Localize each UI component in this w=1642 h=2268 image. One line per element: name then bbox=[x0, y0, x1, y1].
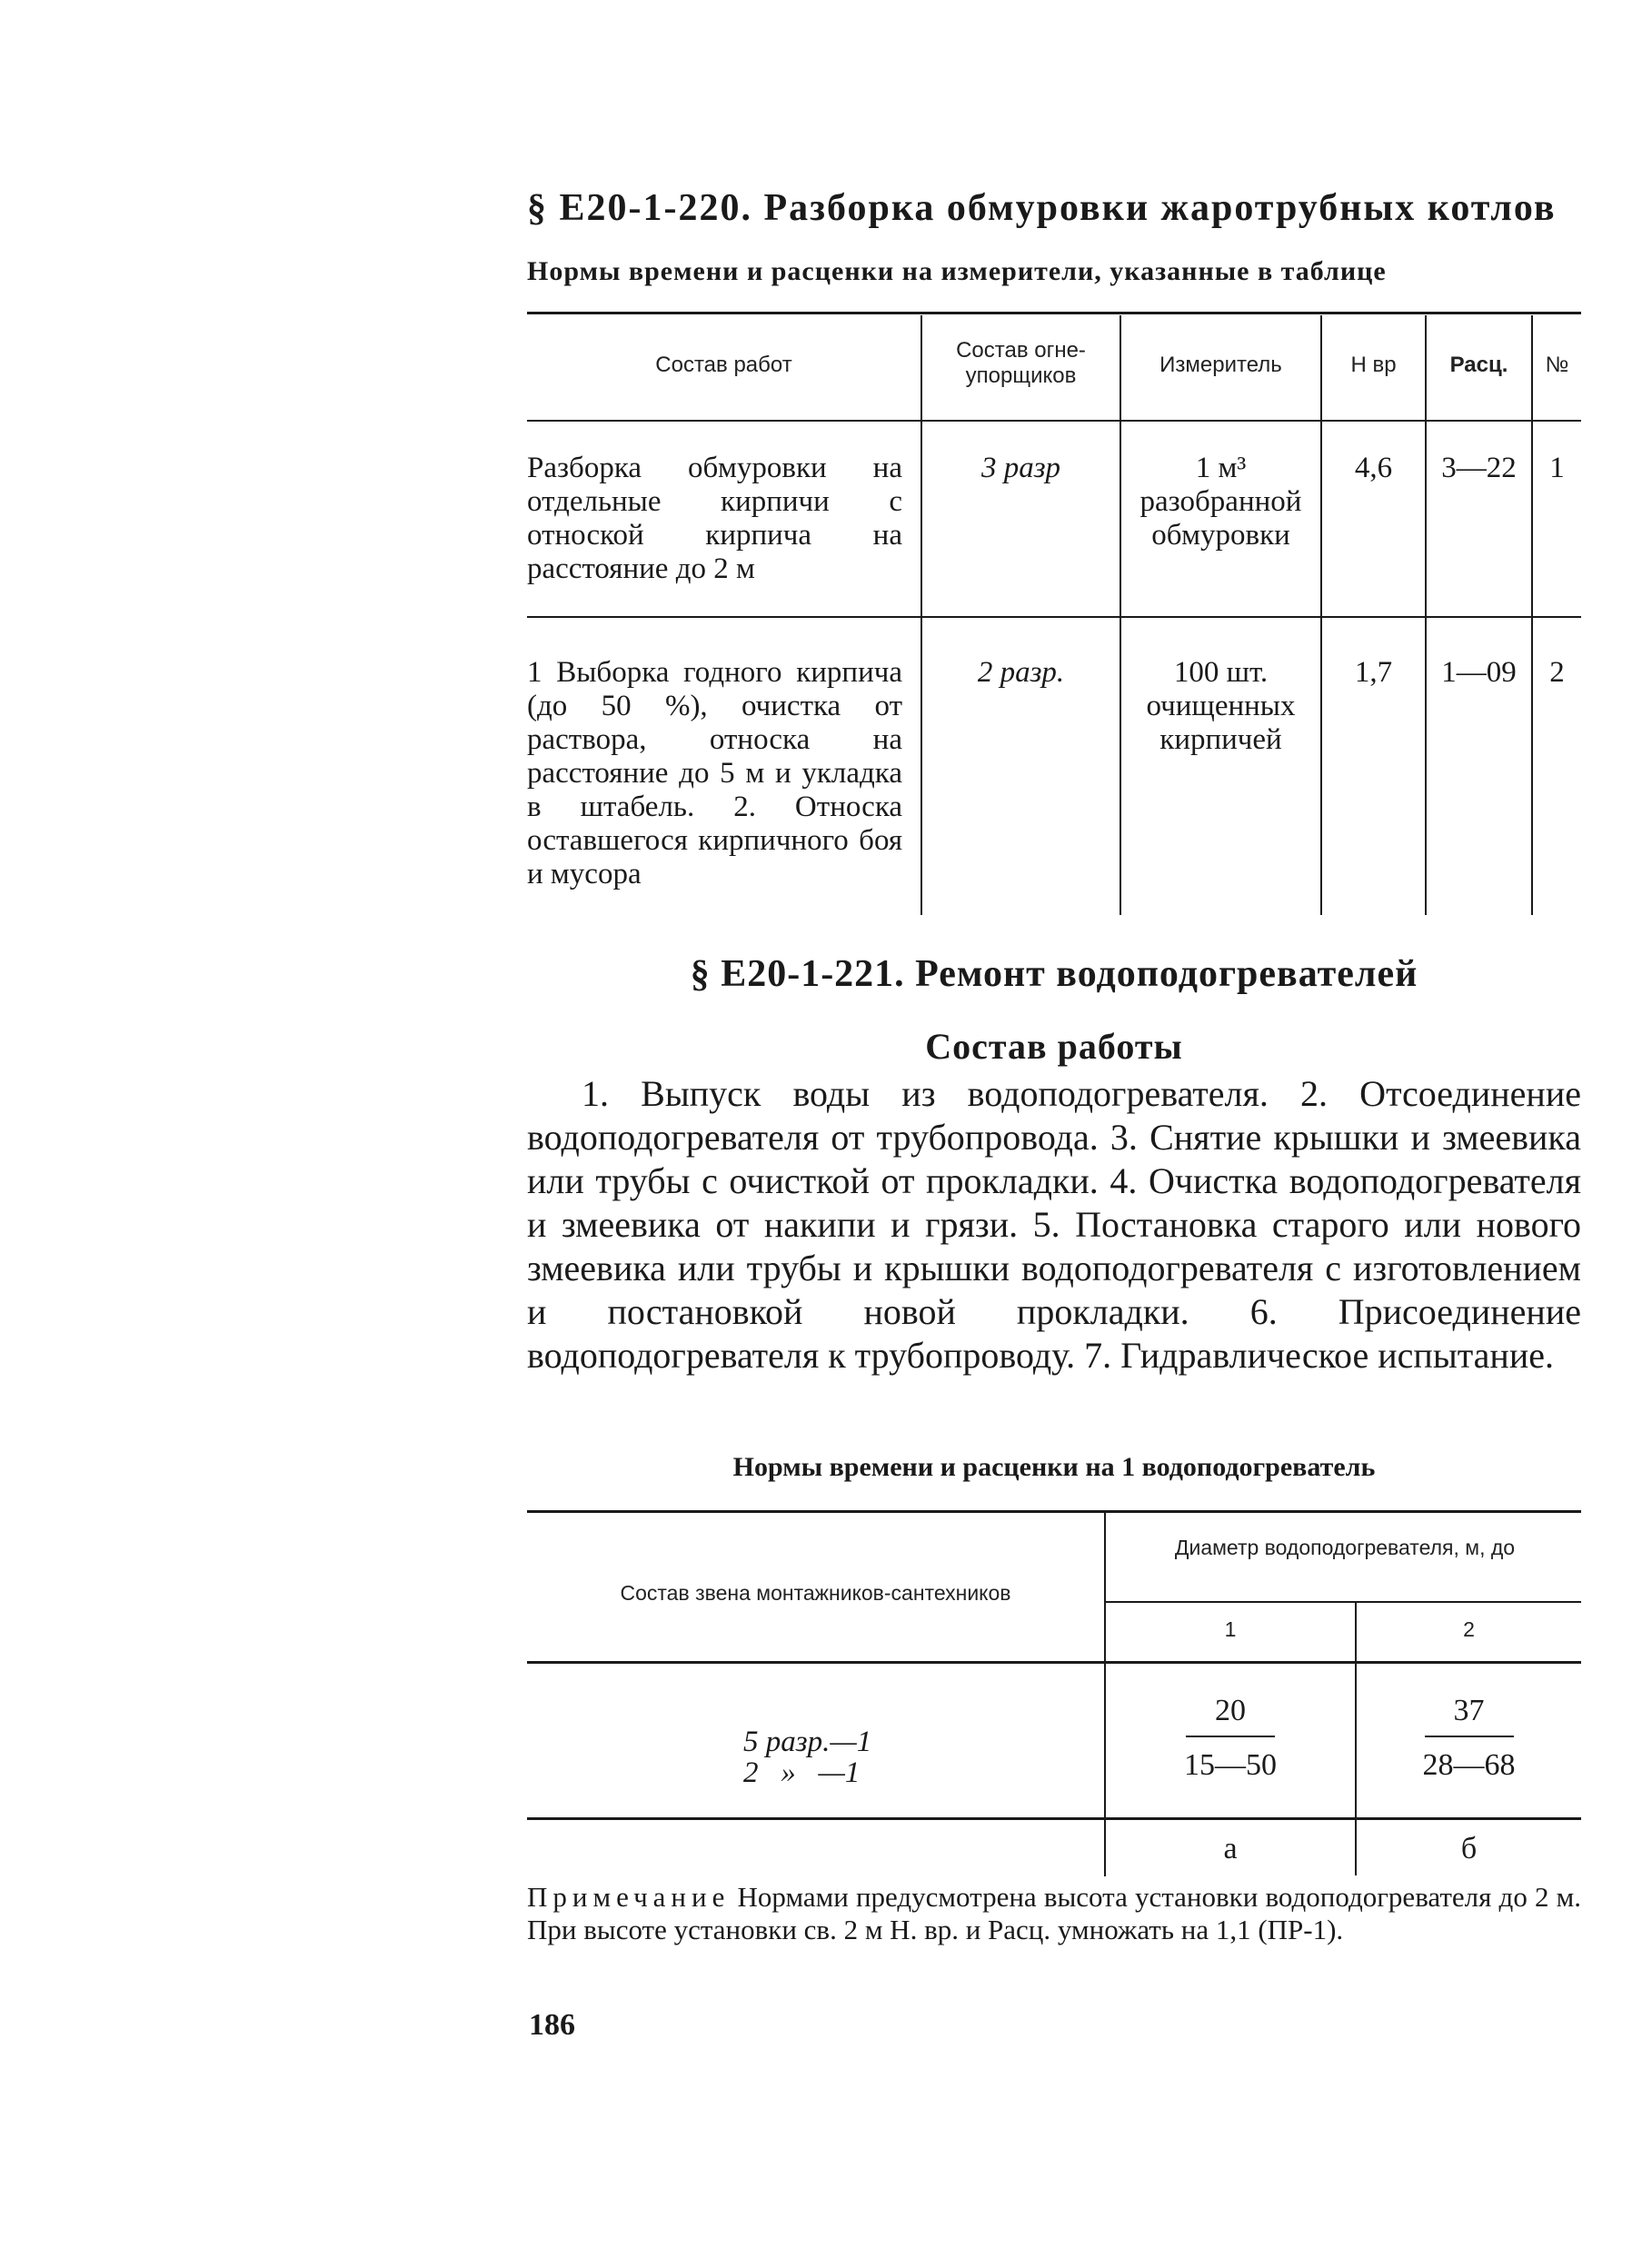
value-1-time: 20 bbox=[1215, 1694, 1246, 1727]
page-number: 186 bbox=[529, 2008, 575, 2042]
col-header-rate: Расц. bbox=[1449, 353, 1508, 377]
col-header-unit: Измеритель bbox=[1159, 353, 1282, 377]
table-caption-2: Нормы времени и расценки на 1 водоподогреватель bbox=[732, 1452, 1376, 1482]
table-row-2-unit: 100 шт. очищенных кирпичей bbox=[1146, 656, 1296, 756]
section-title-2: § Е20-1-221. Ремонт водоподогревателей bbox=[690, 953, 1418, 995]
group-header-diameter: Диаметр водоподогревателя, м, до bbox=[1174, 1536, 1516, 1559]
table-row-1-norm: 4,6 bbox=[1354, 452, 1393, 484]
table-row-2-norm: 1,7 bbox=[1354, 656, 1393, 689]
value-2-rate: 28—68 bbox=[1422, 1748, 1516, 1782]
section-subtitle-2: Состав работы bbox=[925, 1026, 1183, 1067]
note bbox=[527, 1881, 1581, 1946]
diameter-col-2: 2 bbox=[1463, 1617, 1475, 1641]
table-row-2-num: 2 bbox=[1549, 656, 1565, 689]
note-text: Нормами предусмотрена высота установки водоподогревателя до 2 м. При высоте установки св. 2 м Н. вр. и Расц. умножать на 1,1 (ПР-1). bbox=[527, 1881, 1581, 1945]
crew-line-1: 5 разр.—1 bbox=[743, 1726, 872, 1758]
table-row-1-crew: 3 разр bbox=[980, 452, 1061, 484]
col-header-num: № bbox=[1545, 353, 1569, 377]
section-title: § Е20-1-220. Разборка обмуровки жаротрубных котлов bbox=[527, 187, 1557, 229]
col-header-crew: Состав огне-упорщиков bbox=[956, 338, 1086, 388]
col-header-norm: Н вр bbox=[1350, 353, 1397, 377]
crew-line-2: 2 » —1 bbox=[743, 1756, 861, 1789]
footer-col-a: а bbox=[1223, 1832, 1238, 1865]
note-label: Примечание bbox=[527, 1881, 731, 1913]
table-row-1-unit: 1 м³ разобранной обмуровки bbox=[1139, 452, 1302, 552]
footer-col-b: б bbox=[1460, 1832, 1478, 1865]
table-row-1-rate: 3—22 bbox=[1441, 452, 1517, 484]
col-header-work: Состав работ bbox=[655, 353, 792, 377]
table-row-1-work: Разборка обмуровки на отдельные кирпичи с отноской кирпича на расстояние до 2 м bbox=[527, 452, 902, 585]
table-row-2-work: 1 Выборка годного кирпича (до 50 %), очистка от раствора, относка на расстояние до 5 м и укладка в штабель. 2. Относка оставшегося кирпичного боя и мусора bbox=[527, 656, 902, 890]
work-description: 1. Выпуск воды из водоподогревателя. 2. Отсоединение водоподогревателя от трубопровода. 3. Снятие крышки и змеевика или трубы с очисткой от прокладки. 4. Очистка водоподогревателя и змеевика от накипи и грязи. 5. Постановка старого или нового змеевика или трубы и крышки водоподогревателя с изготовлением и постановкой новой прокладки. 6. Присоединение водоподогревателя к трубопроводу. 7. Гидравлическое испытание. bbox=[527, 1073, 1581, 1376]
table-row-2-rate: 1—09 bbox=[1441, 656, 1517, 689]
table-subtitle: Нормы времени и расценки на измерители, указанные в таблице bbox=[527, 256, 1387, 286]
diameter-col-1: 1 bbox=[1224, 1617, 1237, 1641]
value-2-time: 37 bbox=[1453, 1694, 1485, 1727]
table-row-2-crew: 2 разр. bbox=[977, 656, 1065, 689]
col-header-crew-composition: Состав звена монтажников-сантехников bbox=[620, 1581, 1011, 1605]
value-1-rate: 15—50 bbox=[1184, 1748, 1277, 1782]
table-row-1-num: 1 bbox=[1549, 452, 1565, 484]
